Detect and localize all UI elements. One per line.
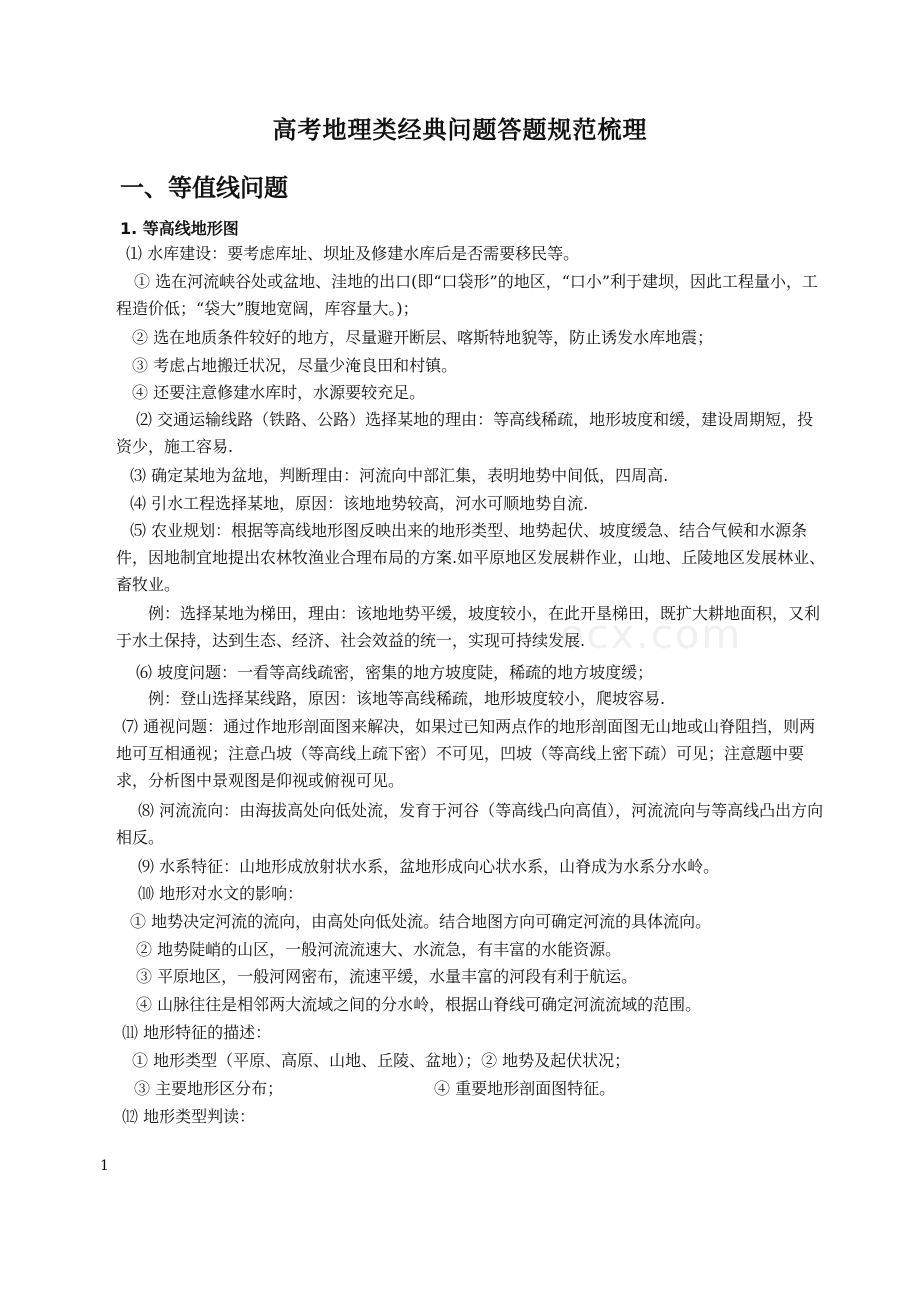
item-p8: ⑻ 河流流向：由海拔高处向低处流，发育于河谷（等高线凸向高值），河流流向与等高线凸出方向相反。 bbox=[116, 801, 824, 847]
item-p6: ⑹ 坡度问题：一看等高线疏密，密集的地方坡度陡，稀疏的地方坡度缓； bbox=[136, 663, 654, 682]
item-p12: ⑿ 地形类型判读： bbox=[122, 1107, 256, 1126]
item-p5: ⑸ 农业规划：根据等高线地形图反映出来的地形类型、地势起伏、坡度缓急、结合气候和水源条件，因地制宜地提出农林牧渔业合理布局的方案.如平原地区发展耕作业，山地、丘陵地区发展林业、畜牧业。 bbox=[116, 521, 826, 594]
item-p10: ⑽ 地形对水文的影响： bbox=[138, 884, 304, 903]
item-p1: ⑴ 水库建设：要考虑库址、坝址及修建水库后是否需要移民等。 bbox=[126, 244, 580, 263]
item-p1-1: ① 选在河流峡谷处或盆地、洼地的出口(即“口袋形”的地区，“口小”利于建坝，因此工程量小，工程造价低；“袋大”腹地宽阔，库容量大。)； bbox=[116, 272, 819, 318]
item-p11-1: ① 地形类型（平原、高原、山地、丘陵、盆地）；② 地势及起伏状况； bbox=[132, 1051, 631, 1070]
item-p10-4: ④ 山脉往往是相邻两大流域之间的分水岭，根据山脊线可确定河流流域的范围。 bbox=[136, 995, 702, 1014]
item-p7: ⑺ 通视问题：通过作地形剖面图来解决，如果过已知两点作的地形剖面图无山地或山脊阻挡，则两地可互相通视；注意凸坡（等高线上疏下密）不可见，凹坡（等高线上密下疏）可见；注意题中要求，分析图中景观图是仰视或俯视可见。 bbox=[116, 717, 816, 790]
subsection-heading: 1. 等高线地形图 bbox=[120, 219, 239, 238]
item-p5-example: 例：选择某地为梯田，理由：该地地势平缓，坡度较小，在此开垦梯田，既扩大耕地面积，又利于水土保持，达到生态、经济、社会效益的统一，实现可持续发展. bbox=[116, 604, 821, 650]
item-p10-3: ③ 平原地区，一般河网密布，流速平缓，水量丰富的河段有利于航运。 bbox=[136, 967, 638, 986]
item-p6-example: 例：登山选择某线路，原因：该地等高线稀疏，地形坡度较小，爬坡容易. bbox=[148, 689, 666, 708]
document-title: 高考地理类经典问题答题规范梳理 bbox=[272, 116, 648, 144]
item-p3: ⑶ 确定某地为盆地，判断理由：河流向中部汇集，表明地势中间低，四周高. bbox=[130, 466, 669, 485]
section-heading: 一、等值线问题 bbox=[120, 174, 288, 202]
item-p11: ⑾ 地形特征的描述： bbox=[122, 1023, 272, 1042]
item-p1-3: ③ 考虑占地搬迁状况，尽量少淹良田和村镇。 bbox=[132, 356, 458, 375]
item-p10-1: ① 地势决定河流的流向，由高处向低处流。结合地图方向可确定河流的具体流向。 bbox=[130, 912, 712, 931]
item-p11-2a: ③ 主要地形区分布； bbox=[134, 1079, 284, 1098]
item-p9: ⑼ 水系特征：山地形成放射状水系，盆地形成向心状水系，山脊成为水系分水岭。 bbox=[138, 857, 720, 876]
page-number: 1 bbox=[100, 1158, 109, 1174]
watermark: ocx.com bbox=[560, 612, 743, 658]
item-p1-2: ② 选在地质条件较好的地方，尽量避开断层、喀斯特地貌等，防止诱发水库地震； bbox=[132, 328, 714, 347]
item-p4: ⑷ 引水工程选择某地，原因：该地地势较高，河水可顺地势自流. bbox=[130, 494, 589, 513]
item-p10-2: ② 地势陡峭的山区，一般河流流速大、水流急，有丰富的水能资源。 bbox=[136, 940, 622, 959]
item-p2: ⑵ 交通运输线路（铁路、公路）选择某地的理由：等高线稀疏，地形坡度和缓，建设周期短，投资少，施工容易. bbox=[116, 410, 814, 456]
item-p1-4: ④ 还要注意修建水库时，水源要较充足。 bbox=[132, 383, 426, 402]
item-p11-2b: ④ 重要地形剖面图特征。 bbox=[434, 1079, 616, 1098]
